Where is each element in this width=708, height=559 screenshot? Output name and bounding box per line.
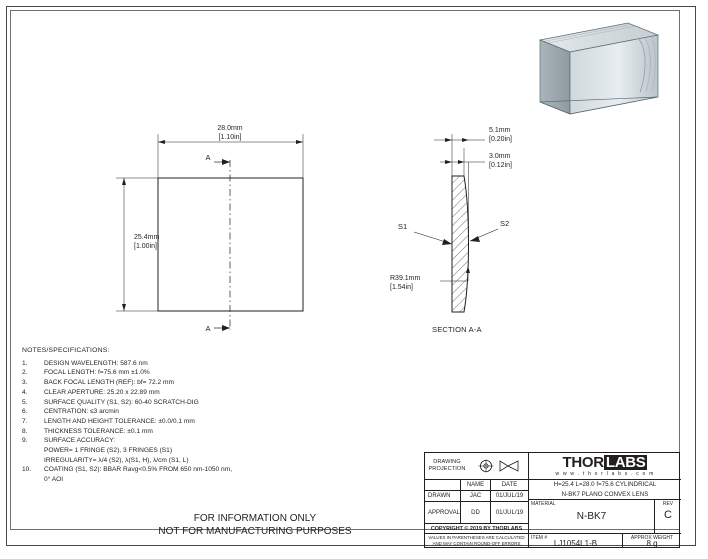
isometric-lens-view — [520, 18, 680, 128]
edge-thickness-mm: 5.1mm — [489, 127, 511, 134]
material-rev-row — [529, 500, 681, 534]
note-number: 2. — [22, 369, 28, 377]
material-header: MATERIAL — [531, 501, 556, 507]
note-text: DESIGN WAVELENGTH: 587.6 nm — [44, 359, 148, 367]
rev-value: C — [664, 509, 672, 521]
front-width-in: [1.10in] — [218, 134, 242, 141]
part-description-line-2: N-BK7 PLANO CONVEX LENS — [561, 490, 649, 498]
title-block-left — [425, 453, 529, 547]
row-date: 01/JUL/19 — [495, 509, 524, 516]
logo-url: w w w . t h o r l a b s . c o m — [555, 471, 655, 478]
projection-label-line-2: PROJECTION — [428, 466, 466, 472]
note-text: COATING (S1, S2): BBAR Ravg<0.5% FROM 650 nm-1050 nm, — [44, 466, 233, 474]
copyright-text: COPYRIGHT © 2019 BY THORLABS — [425, 524, 528, 534]
logo-labs-text: LABS — [605, 453, 646, 471]
row-date: 01/JUL/19 — [495, 493, 524, 499]
section-view-svg — [390, 118, 580, 348]
note-item — [22, 419, 382, 426]
logo-wordmark — [563, 455, 648, 470]
front-width-mm: 28.0mm — [217, 125, 243, 132]
radius-mm: R39.1mm — [390, 275, 421, 282]
header-name: NAME — [461, 480, 491, 490]
note-number: 3. — [22, 379, 28, 387]
approval-row-approval — [425, 502, 528, 524]
front-view — [110, 120, 370, 350]
material-value: N-BK7 — [576, 511, 607, 522]
edge-thickness-in: [0.20in] — [489, 136, 512, 143]
weight-value: 8 g — [646, 539, 658, 548]
section-arrow-label-top: A — [205, 153, 211, 162]
item-weight-row — [529, 534, 681, 548]
note-number: 1. — [22, 359, 28, 367]
note-item — [22, 438, 382, 445]
center-thickness-in: [0.12in] — [489, 162, 512, 169]
first-angle-circle-icon — [478, 459, 494, 473]
section-view — [390, 118, 580, 348]
rev-header: REV — [662, 501, 674, 507]
disclaimer-line-1: FOR INFORMATION ONLY — [193, 513, 317, 524]
row-name: DD — [461, 502, 491, 523]
note-text: LENGTH AND HEIGHT TOLERANCE: ±0.0/0.1 mm — [44, 417, 195, 425]
center-thickness-mm: 3.0mm — [489, 153, 511, 160]
note-item — [22, 390, 382, 397]
note-subtext: POWER= 1 FRINGE (S2), 3 FRINGES (S1) — [44, 446, 173, 454]
paren-note-line-1: VALUES IN PARENTHESES ARE CALCULATED — [428, 535, 525, 541]
surface-label-s2: S2 — [500, 219, 510, 228]
paren-note-line-2: AND MAY CONTAIN ROUND-OFF ERRORS — [432, 541, 521, 546]
section-caption: SECTION A-A — [432, 325, 482, 334]
note-text: CENTRATION: ≤3 arcmin — [44, 408, 119, 416]
note-number: 5. — [22, 398, 28, 406]
approval-row-drawn — [425, 491, 528, 502]
title-block — [424, 452, 680, 548]
note-subtext: 0° AOI — [44, 476, 64, 484]
note-number: 6. — [22, 408, 28, 416]
note-number: 4. — [22, 388, 28, 396]
note-text: BACK FOCAL LENGTH (REF): bf= 72.2 mm — [44, 379, 175, 387]
front-view-svg — [110, 120, 370, 350]
note-item — [22, 380, 382, 387]
note-item — [22, 429, 382, 436]
item-cell — [529, 534, 623, 548]
projection-label — [425, 459, 469, 473]
note-item — [22, 361, 382, 368]
note-item — [22, 409, 382, 416]
note-item — [22, 370, 382, 377]
disclaimer-line-2: NOT FOR MANUFACTURING PURPOSES — [158, 525, 352, 537]
radius-in: [1.54in] — [390, 284, 413, 291]
isometric-lens-svg — [520, 18, 680, 128]
notes-block — [22, 348, 382, 487]
front-height-mm: 25.4mm — [134, 234, 160, 241]
note-text: THICKNESS TOLERANCE: ±0.1 mm — [44, 427, 153, 435]
row-role: APPROVAL — [425, 502, 461, 523]
projection-label-line-1: DRAWING — [433, 459, 461, 466]
paren-note — [425, 534, 528, 548]
row-name: JAC — [461, 491, 491, 501]
weight-cell — [623, 534, 681, 548]
first-angle-cone-icon — [499, 459, 519, 473]
note-text: FOCAL LENGTH: f=75.6 mm ±1.0% — [44, 369, 150, 377]
material-cell — [529, 500, 655, 533]
approval-table-header — [425, 480, 528, 491]
note-number: 10. — [22, 466, 32, 474]
item-header: ITEM # — [531, 535, 548, 541]
disclaimer-block — [110, 513, 400, 538]
title-block-right — [529, 453, 681, 547]
section-arrow-label-bottom: A — [205, 324, 211, 333]
surface-label-s1: S1 — [398, 222, 408, 231]
logo-thor-text: THOR — [562, 453, 604, 471]
note-number: 9. — [22, 437, 28, 445]
part-description-line-1: H=25.4 L=28.0 f=75.6 CYLINDRICAL — [553, 481, 657, 489]
row-role: DRAWN — [425, 491, 461, 501]
projection-row — [425, 453, 528, 480]
projection-symbol — [469, 459, 528, 473]
note-number: 7. — [22, 417, 28, 425]
thorlabs-logo — [529, 453, 681, 480]
header-date: DATE — [501, 482, 518, 488]
part-description — [529, 480, 681, 500]
note-text: SURFACE QUALITY (S1, S2): 60-40 SCRATCH-DIG — [44, 398, 199, 406]
front-height-in: [1.00in] — [134, 243, 157, 250]
weight-header: APPROX WEIGHT — [630, 535, 674, 541]
notes-title: NOTES/SPECIFICATIONS: — [22, 347, 110, 354]
rev-cell — [655, 500, 681, 533]
note-item — [22, 400, 382, 407]
note-item — [22, 467, 382, 474]
note-number: 8. — [22, 427, 28, 435]
note-text: SURFACE ACCURACY: — [44, 437, 116, 445]
header-role — [425, 480, 461, 490]
note-text: CLEAR APERTURE: 25.20 x 22.89 mm — [44, 388, 160, 396]
note-subtext: IRREGULARITY= λ/4 (S2), λ(S1, H), λ/cm (S1, L) — [44, 456, 189, 464]
item-value: LJ1054L1-B — [553, 539, 598, 548]
